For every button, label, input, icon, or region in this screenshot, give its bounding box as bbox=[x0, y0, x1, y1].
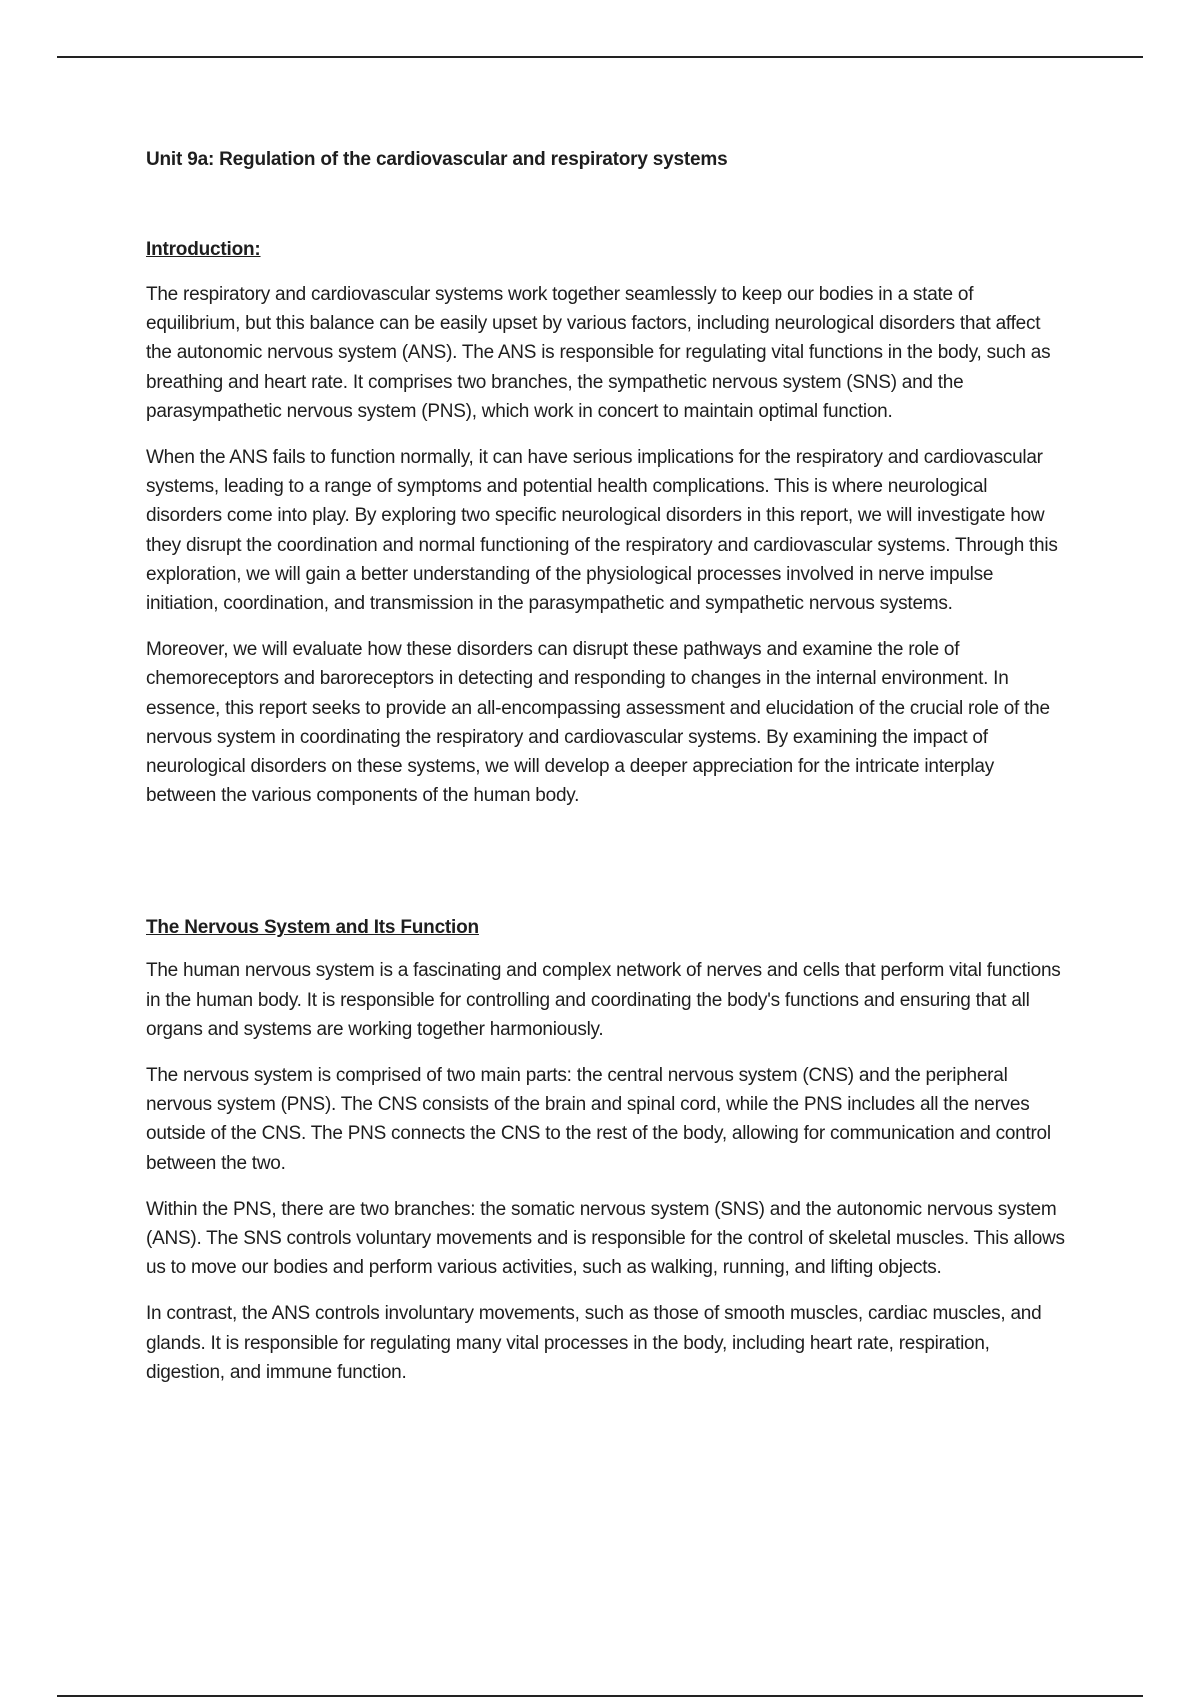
paragraph: When the ANS fails to function normally, it can have serious implications for the respiratory and cardiovascular systems, leading to a range of symptoms and potential health complications. This is where neurological disorders come into play. By exploring two specific neurological disorders in this report, we will investigate how they disrupt the coordination and normal functioning of the respiratory and cardiovascular systems. Through this exploration, we will gain a better understanding of the physiological processes involved in nerve impulse initiation, coordination, and transmission in the parasympathetic and sympathetic nervous systems. bbox=[146, 447, 1058, 615]
header-rule bbox=[57, 56, 1143, 58]
document-body bbox=[146, 146, 1066, 1387]
paragraph: Moreover, we will evaluate how these disorders can disrupt these pathways and examine the role of chemoreceptors and baroreceptors in detecting and responding to changes in the internal environment. In essence, this report seeks to provide an all-encompassing assessment and elucidation of the crucial role of the nervous system in coordinating the respiratory and cardiovascular systems. By examining the impact of neurological disorders on these systems, we will develop a deeper appreciation for the intricate interplay between the various components of the human body. bbox=[146, 639, 1050, 807]
paragraph: Within the PNS, there are two branches: the somatic nervous system (SNS) and the autonomic nervous system (ANS). The SNS controls voluntary movements and is responsible for the control of skeletal muscles. This allows us to move our bodies and perform various activities, such as walking, running, and lifting objects. bbox=[146, 1198, 1065, 1279]
paragraph: The respiratory and cardiovascular systems work together seamlessly to keep our bodies in a state of equilibrium, but this balance can be easily upset by various factors, including neurological disorders that affect the autonomic nervous system (ANS). The ANS is responsible for regulating vital functions in the body, such as breathing and heart rate. It comprises two branches, the sympathetic nervous system (SNS) and the parasympathetic nervous system (PNS), which work in concert to maintain optimal function. bbox=[146, 284, 1051, 422]
section-heading-nervous-system: The Nervous System and Its Function bbox=[146, 917, 479, 939]
paragraph: In contrast, the ANS controls involuntary movements, such as those of smooth muscles, cardiac muscles, and glands. It is responsible for regulating many vital processes in the body, including heart rate, respiration, digestion, and immune function. bbox=[146, 1303, 1042, 1383]
footer-rule bbox=[57, 1695, 1143, 1697]
paragraph: The nervous system is comprised of two main parts: the central nervous system (CNS) and the peripheral nervous system (PNS). The CNS consists of the brain and spinal cord, while the PNS includes all the nerves outside of the CNS. The PNS connects the CNS to the rest of the body, allowing for communication and control between the two. bbox=[146, 1065, 1051, 1174]
paragraph: The human nervous system is a fascinating and complex network of nerves and cells that perform vital functions in the human body. It is responsible for controlling and coordinating the body's functions and ensuring that all organs and systems are working together harmoniously. bbox=[146, 960, 1061, 1040]
section-heading-introduction: Introduction: bbox=[146, 239, 261, 260]
document-title: Unit 9a: Regulation of the cardiovascular and respiratory systems bbox=[146, 149, 728, 170]
